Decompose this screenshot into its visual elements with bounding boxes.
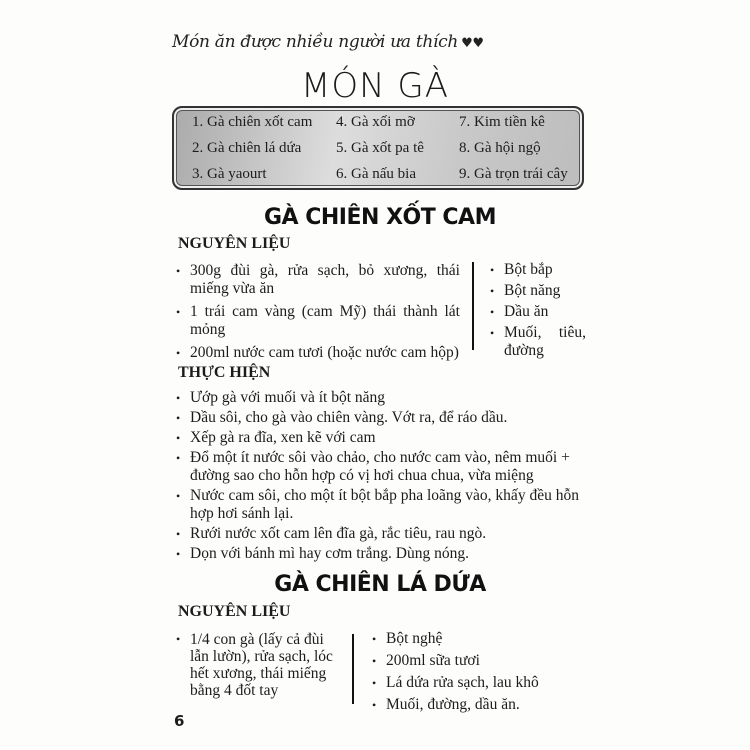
toc-item: 7. Kim tiền kê bbox=[459, 114, 545, 130]
ingredients-list bbox=[176, 631, 336, 704]
page-number: 6 bbox=[174, 712, 185, 730]
running-header-text: Món ăn được nhiều người ưa thích bbox=[172, 32, 459, 52]
toc-item: 4. Gà xối mỡ bbox=[336, 114, 415, 130]
step: • Dầu sôi, cho gà vào chiên vàng. Vớt ra, để ráo dầu. bbox=[176, 409, 588, 427]
recipe-title: GÀ CHIÊN LÁ DỨA bbox=[274, 572, 486, 597]
toc-item: 2. Gà chiên lá dứa bbox=[192, 140, 302, 156]
running-header bbox=[172, 32, 484, 52]
toc-item: 3. Gà yaourt bbox=[192, 166, 267, 182]
ingredient: • Muối, tiêu, đường bbox=[490, 324, 586, 360]
recipe-title: GÀ CHIÊN XỐT CAM bbox=[264, 205, 496, 230]
ingredients-list-secondary bbox=[490, 261, 586, 365]
ingredient: • 300g đùi gà, rửa sạch, bỏ xương, thái miếng vừa ăn bbox=[176, 262, 460, 298]
step: • Nước cam sôi, cho một ít bột bắp pha loãng vào, khấy đều hỗn hợp hơi sánh lại. bbox=[176, 487, 588, 523]
ingredients-list bbox=[176, 262, 460, 367]
step: • Đổ một ít nước sôi vào chảo, cho nước cam vào, nêm muối + đường sao cho hỗn hợp có vị hơi chua chua, vừa miệng bbox=[176, 449, 588, 485]
step: • Dọn với bánh mì hay cơm trắng. Dùng nóng. bbox=[176, 545, 588, 563]
toc-item: 8. Gà hội ngộ bbox=[459, 140, 541, 156]
toc-item: 5. Gà xốt pa tê bbox=[336, 140, 424, 156]
ingredient: • Bột nghệ bbox=[372, 630, 572, 648]
toc-item: 9. Gà trọn trái cây bbox=[459, 166, 568, 182]
ingredient: • Muối, đường, dầu ăn. bbox=[372, 696, 572, 714]
ingredient: • 200ml nước cam tươi (hoặc nước cam hộp) bbox=[176, 344, 460, 362]
chapter-title: MÓN GÀ bbox=[301, 66, 449, 106]
step: • Xếp gà ra đĩa, xen kẽ với cam bbox=[176, 429, 588, 447]
ingredients-list-secondary bbox=[372, 630, 572, 718]
ingredient: • 1/4 con gà (lấy cả đùi lẫn lườn), rửa sạch, lóc hết xương, thái miếng bằng 4 đốt tay bbox=[176, 631, 336, 699]
hearts-icon: ♥♥ bbox=[461, 36, 484, 51]
ingredients-heading: NGUYÊN LIỆU bbox=[178, 603, 291, 620]
steps-list bbox=[176, 389, 588, 565]
column-divider bbox=[472, 262, 474, 350]
steps-heading: THỰC HIỆN bbox=[178, 364, 271, 381]
table-of-contents bbox=[172, 106, 584, 190]
ingredient: • Bột năng bbox=[490, 282, 586, 300]
column-divider bbox=[352, 634, 354, 704]
ingredient: • Dầu ăn bbox=[490, 303, 586, 321]
ingredient: • Bột bắp bbox=[490, 261, 586, 279]
step: • Ướp gà với muối và ít bột năng bbox=[176, 389, 588, 407]
step: • Rưới nước xốt cam lên đĩa gà, rắc tiêu, rau ngò. bbox=[176, 525, 588, 543]
ingredients-heading: NGUYÊN LIỆU bbox=[178, 235, 291, 252]
ingredient: • 200ml sữa tươi bbox=[372, 652, 572, 670]
toc-item: 6. Gà nấu bia bbox=[336, 166, 416, 182]
ingredient: • Lá dứa rửa sạch, lau khô bbox=[372, 674, 572, 692]
toc-item: 1. Gà chiên xốt cam bbox=[192, 114, 313, 130]
ingredient: • 1 trái cam vàng (cam Mỹ) thái thành lát mỏng bbox=[176, 303, 460, 339]
